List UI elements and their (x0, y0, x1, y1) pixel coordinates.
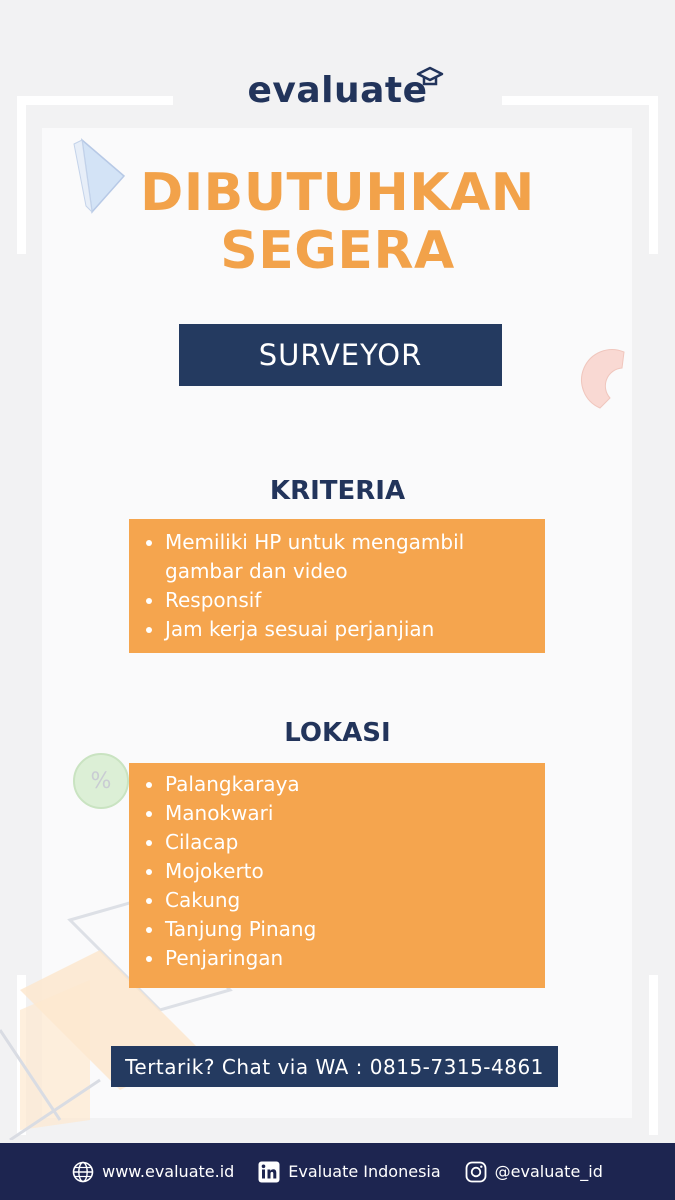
ring-decoration-icon (578, 346, 630, 416)
instagram-icon (465, 1161, 487, 1183)
lokasi-list (129, 770, 545, 973)
lokasi-box (129, 763, 545, 988)
linkedin-icon (258, 1161, 280, 1183)
list-item: Cakung (129, 886, 545, 915)
page-headline (0, 164, 675, 280)
percent-badge-icon (72, 752, 130, 810)
graduation-cap-icon (416, 66, 444, 90)
list-item: Cilacap (129, 828, 545, 857)
list-item: Manokwari (129, 799, 545, 828)
list-item: Penjaringan (129, 944, 545, 973)
footer-instagram[interactable] (465, 1161, 603, 1183)
kriteria-box (129, 519, 545, 653)
contact-cta-text: Tertarik? Chat via WA : 0815-7315-4861 (125, 1054, 544, 1079)
kriteria-list (129, 528, 529, 644)
footer-bar (0, 1143, 675, 1200)
footer-website[interactable] (72, 1161, 234, 1183)
footer-website-label: www.evaluate.id (102, 1162, 235, 1181)
brand-logo (0, 70, 675, 111)
footer-instagram-label: @evaluate_id (494, 1162, 603, 1181)
footer-linkedin[interactable] (258, 1161, 440, 1183)
lokasi-title: LOKASI (284, 718, 391, 748)
headline-line-2: SEGERA (220, 221, 455, 281)
list-item: Jam kerja sesuai perjanjian (129, 615, 529, 644)
kriteria-title: KRITERIA (269, 476, 406, 506)
list-item: Palangkaraya (129, 770, 545, 799)
job-role-label: SURVEYOR (258, 338, 423, 372)
frame-line (649, 975, 658, 1135)
svg-text:%: % (90, 769, 112, 794)
globe-icon (72, 1161, 94, 1183)
footer-linkedin-label: Evaluate Indonesia (288, 1162, 441, 1181)
contact-cta[interactable] (111, 1046, 558, 1087)
list-item: Memiliki HP untuk mengambil gambar dan video (129, 528, 529, 586)
headline-line-1: DIBUTUHKAN (140, 163, 535, 223)
list-item: Mojokerto (129, 857, 545, 886)
job-role-badge (179, 324, 502, 386)
list-item: Tanjung Pinang (129, 915, 545, 944)
brand-name: evaluate (247, 70, 428, 111)
list-item: Responsif (129, 586, 529, 615)
